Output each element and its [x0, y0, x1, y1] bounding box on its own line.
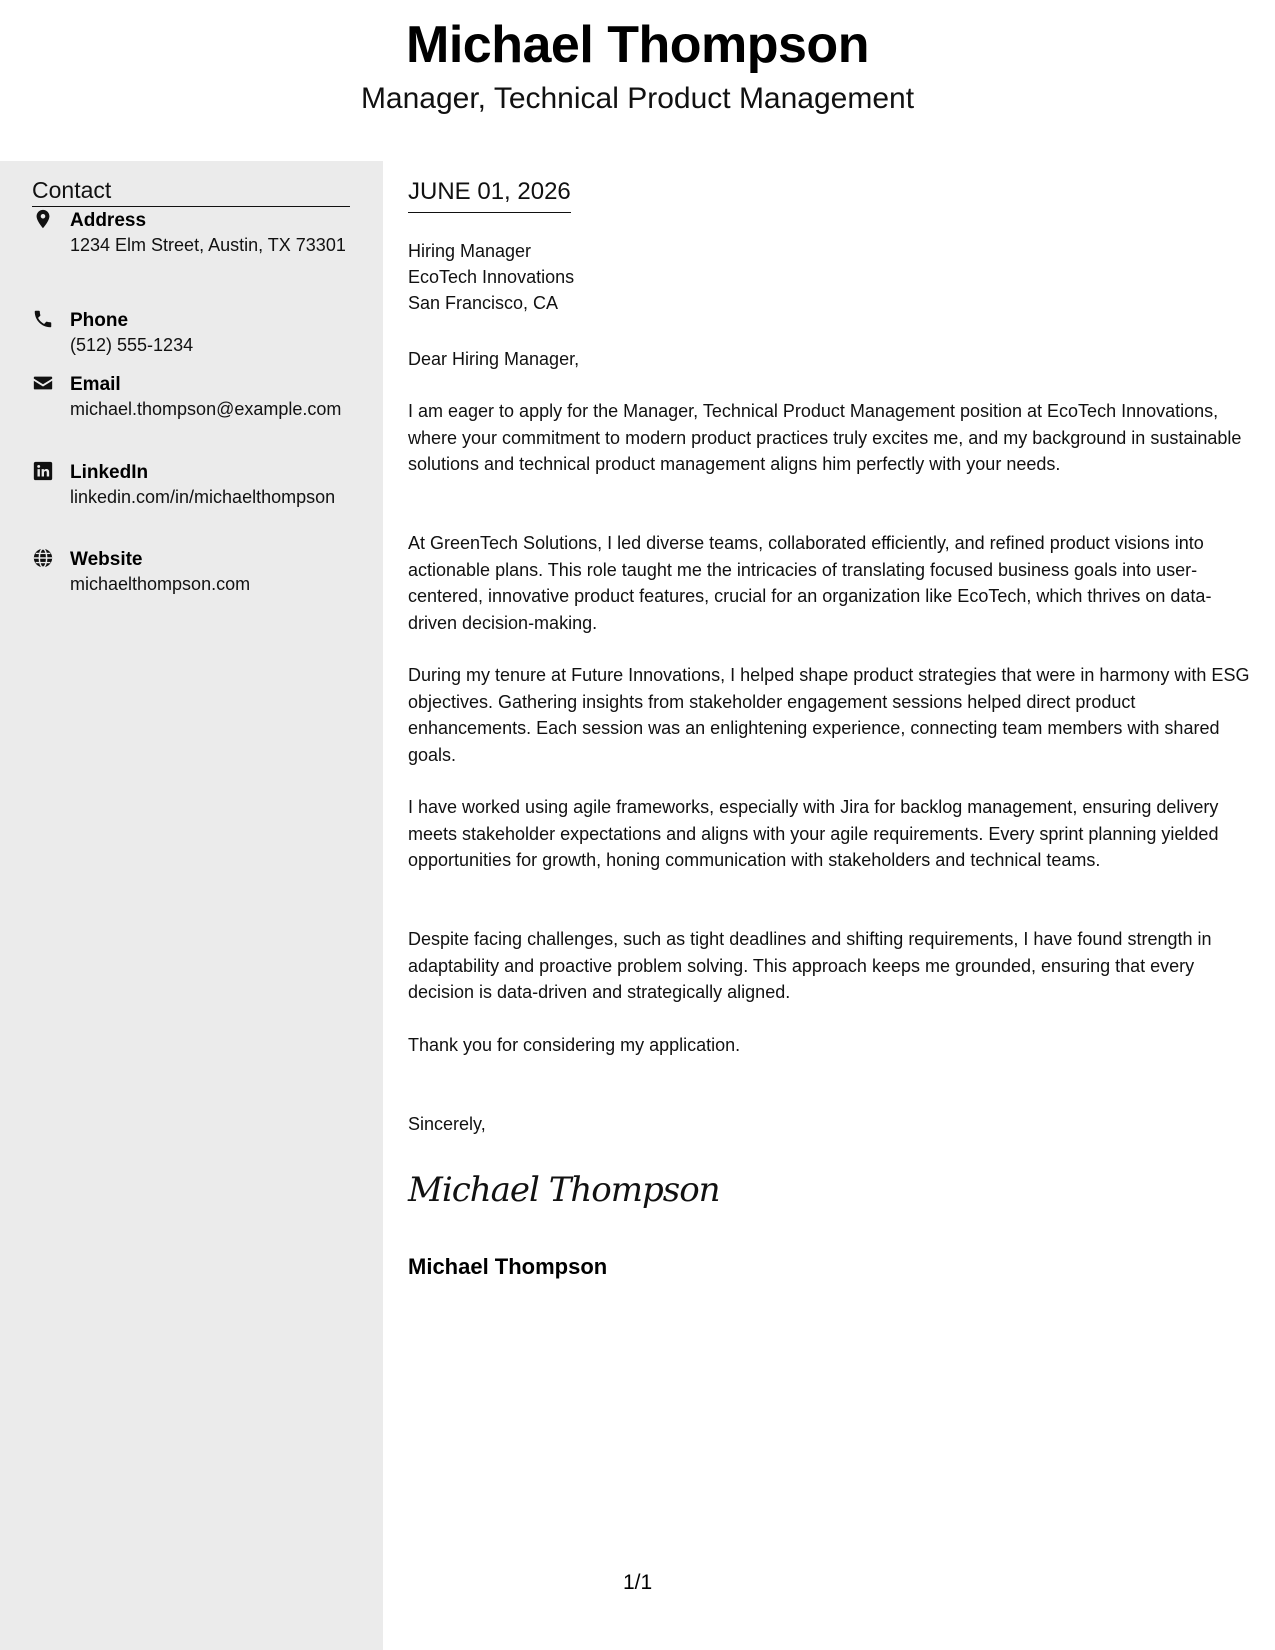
- recipient-block: [408, 238, 574, 316]
- contact-value: 1234 Elm Street, Austin, TX 73301: [70, 235, 346, 255]
- contact-value: linkedin.com/in/michaelthompson: [70, 487, 336, 507]
- contact-value: (512) 555-1234: [70, 335, 194, 355]
- contact-heading: Contact: [32, 177, 350, 207]
- contact-label: Address: [70, 210, 147, 231]
- contact-label: Email: [70, 374, 121, 395]
- applicant-role: Manager, Technical Product Management: [360, 82, 915, 115]
- thanks-line: Thank you for considering my application.: [408, 1035, 741, 1055]
- location-pin-icon: [32, 208, 54, 230]
- salutation: Dear Hiring Manager,: [408, 349, 580, 369]
- contact-value: michaelthompson.com: [70, 574, 251, 594]
- phone-icon: [32, 308, 54, 330]
- envelope-icon: [32, 372, 54, 394]
- recipient-line: Hiring Manager: [408, 241, 532, 261]
- body-paragraph: At GreenTech Solutions, I led diverse teams, collaborated efficiently, and refined product visions into actionable plans. This role taught me the intricacies of translating focused business goals into user-centered, innovative product features, crucial for an organization like EcoTech, which thrives on data-driven decision-making.: [408, 533, 1212, 633]
- closing: Sincerely,: [408, 1114, 486, 1134]
- page-number: 1/1: [623, 1571, 653, 1594]
- body-paragraph: I am eager to apply for the Manager, Technical Product Management position at EcoTech Innovations, where your commitment to modern product practices truly excites me, and my background in sustainable solutions and technical product management aligns him perfectly with your needs.: [408, 401, 1242, 474]
- handwritten-signature: Michael Thompson: [408, 1170, 720, 1210]
- letter-date: JUNE 01, 2026: [408, 178, 571, 213]
- recipient-line: EcoTech Innovations: [408, 267, 575, 287]
- body-paragraph: Despite facing challenges, such as tight deadlines and shifting requirements, I have found strength in adaptability and proactive problem solving. This approach keeps me grounded, ensuring that every decision is data-driven and strategically aligned.: [408, 929, 1212, 1002]
- contact-label: Phone: [70, 310, 129, 331]
- contact-value: michael.thompson@example.com: [70, 399, 342, 419]
- recipient-line: San Francisco, CA: [408, 293, 559, 313]
- body-paragraph: I have worked using agile frameworks, especially with Jira for backlog management, ensuring delivery meets stakeholder expectations and aligns with your agile requirements. Every sprint planning yielded opportunities for growth, honing communication with stakeholders and technical teams.: [408, 797, 1219, 870]
- contact-sidebar: [0, 161, 383, 1650]
- letter-header: [0, 0, 1275, 160]
- signer-name: Michael Thompson: [408, 1254, 608, 1279]
- contact-label: LinkedIn: [70, 462, 149, 483]
- globe-icon: [32, 547, 54, 569]
- applicant-name: Michael Thompson: [406, 16, 869, 74]
- body-paragraph: During my tenure at Future Innovations, I helped shape product strategies that were in harmony with ESG objectives. Gathering insights from stakeholder engagement sessions helped direct product enhancements. Each session was an enlightening experience, connecting team members with shared goals.: [408, 665, 1250, 765]
- linkedin-icon: [32, 460, 54, 482]
- contact-label: Website: [70, 549, 143, 570]
